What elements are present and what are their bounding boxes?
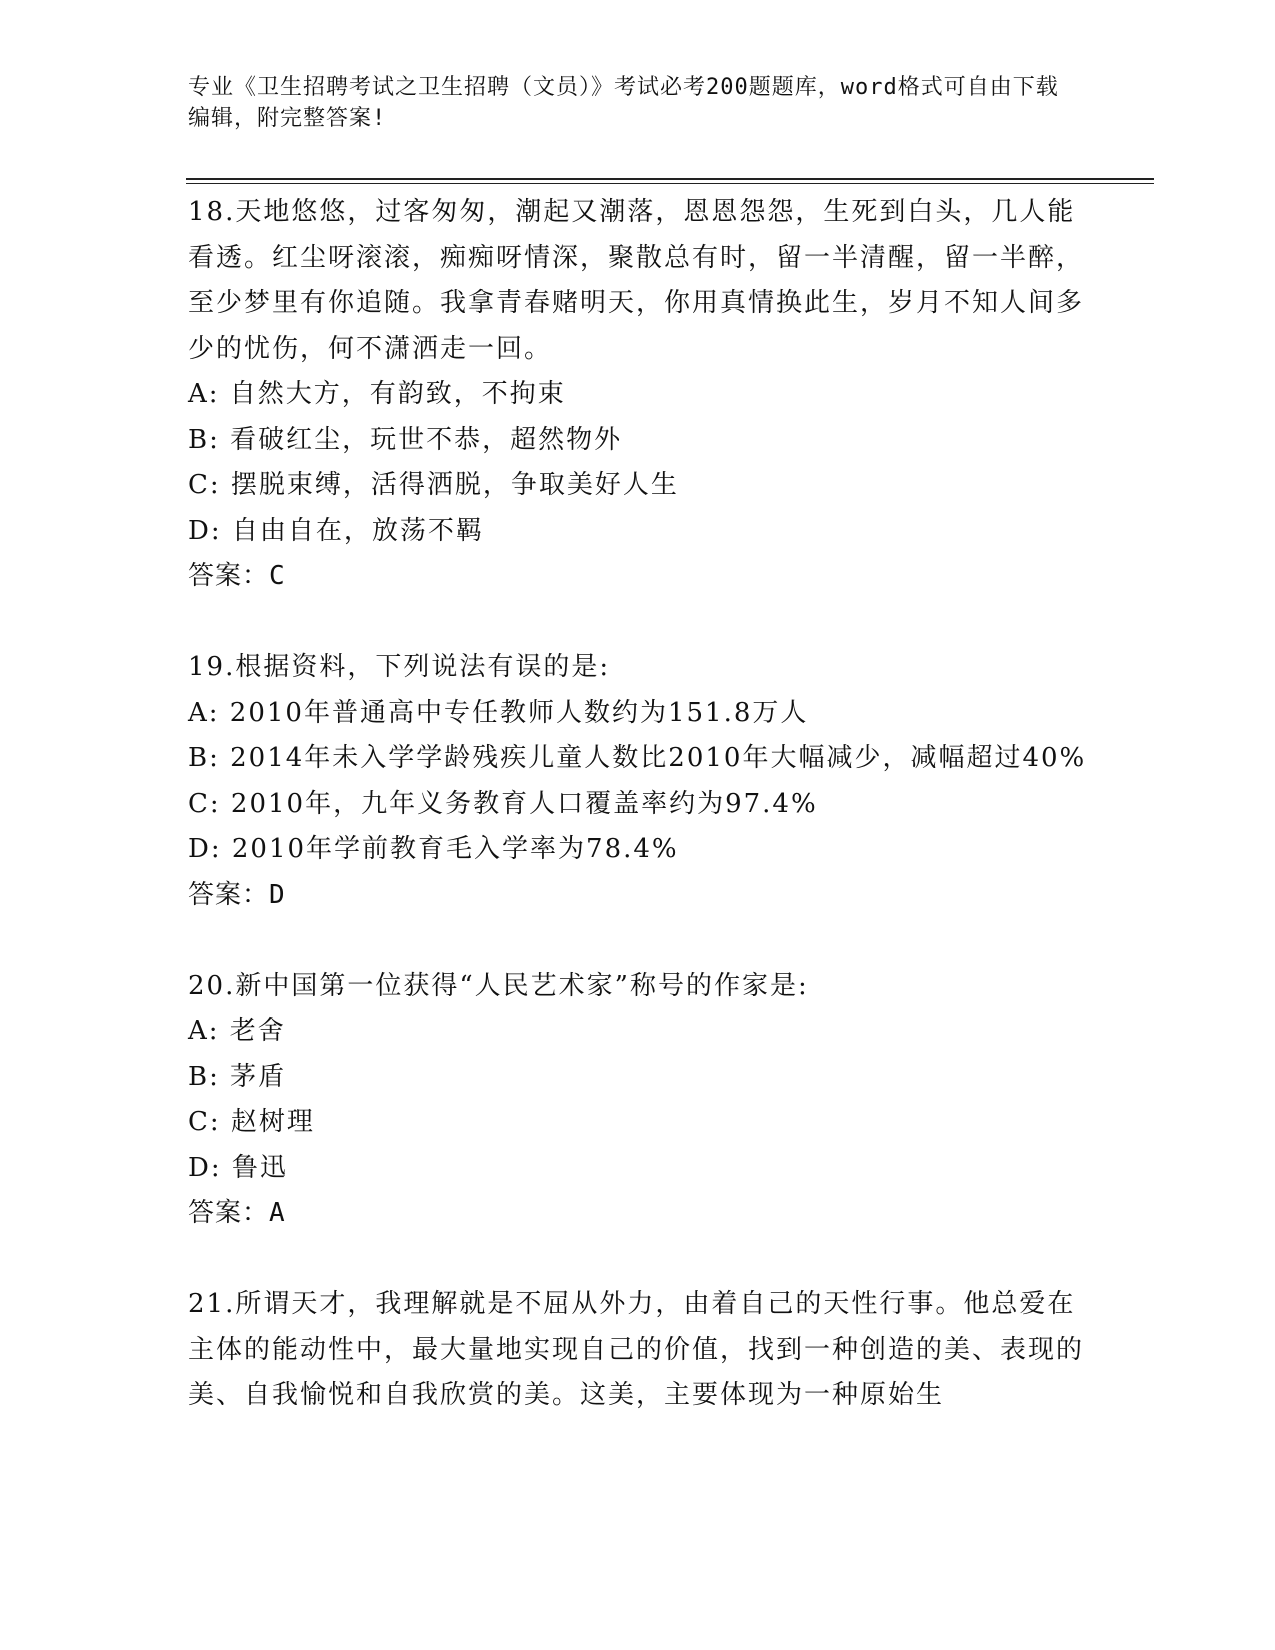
option-d: D: 自由自在，放荡不羁 [188,515,484,546]
option-b: B: 茅盾 [188,1061,287,1092]
question-number: 21. [188,1289,236,1319]
answer-value: A [269,1198,286,1228]
question-gap [188,600,1088,646]
answer-label: 答案： [188,561,270,591]
option-c: C: 摆脱束缚，活得洒脱，争取美好人生 [188,470,679,500]
question-number: 20. [188,970,236,1001]
option-a: A: 2010年普通高中专任教师人数约为151.8万人 [188,697,809,728]
question-gap [188,1237,1088,1283]
option-a: A: 自然大方，有韵致，不拘束 [188,379,566,409]
question-text [188,190,1088,372]
answer-value: C [269,561,286,591]
answer-line [188,554,1088,600]
answer-line [188,1191,1088,1237]
document-header [188,72,1068,134]
question-list [188,190,1088,1419]
header-rule-thin [186,183,1154,184]
question-18 [188,190,1088,600]
question-text [188,964,1088,1010]
question-number: 19. [188,652,236,682]
answer-label: 答案： [188,879,270,910]
option-d: D: 2010年学前教育毛入学率为78.4% [188,834,679,864]
option-a: A: 老舍 [188,1016,286,1046]
question-body: 天地悠悠，过客匆匆，潮起又潮落，恩恩怨怨，生死到白头，几人能看透。红尘呀滚滚，痴痴呀情深，聚散总有时，留一半清醒，留一半醉，至少梦里有你追随。我拿青春赌明天，你用真情换此生，岁月不知人间多少的忧伤，何不潇洒走一回。 [188,197,1085,364]
option-c: C: 赵树理 [188,1107,315,1137]
answer-value: D [269,879,286,910]
question-20 [188,964,1088,1237]
question-text [188,1282,1088,1419]
question-body: 新中国第一位获得“人民艺术家”称号的作家是: [235,970,809,1001]
question-text [188,645,1088,691]
header-rule-thick [186,178,1154,180]
option-c: C: 2010年，九年义务教育人口覆盖率约为97.4% [188,788,818,819]
question-number: 18. [188,197,236,227]
header-title: 专业《卫生招聘考试之卫生招聘（文员）》考试必考200题题库，word格式可自由下载编辑，附完整答案! [188,75,1059,131]
question-body: 根据资料，下列说法有误的是: [235,652,611,682]
option-b: B: 2014年未入学学龄残疾儿童人数比2010年大幅减少，减幅超过40% [188,743,1087,773]
question-21 [188,1282,1088,1419]
question-body: 所谓天才，我理解就是不屈从外力，由着自己的天性行事。他总爱在主体的能动性中，最大量地实现自己的价值，找到一种创造的美、表现的美、自我愉悦和自我欣赏的美。这美，主要体现为一种原始生 [188,1289,1085,1410]
question-gap [188,918,1088,964]
question-19 [188,645,1088,918]
answer-line [188,873,1088,919]
option-d: D: 鲁迅 [188,1152,288,1183]
option-b: B: 看破红尘，玩世不恭，超然物外 [188,424,623,455]
answer-label: 答案： [188,1198,270,1228]
